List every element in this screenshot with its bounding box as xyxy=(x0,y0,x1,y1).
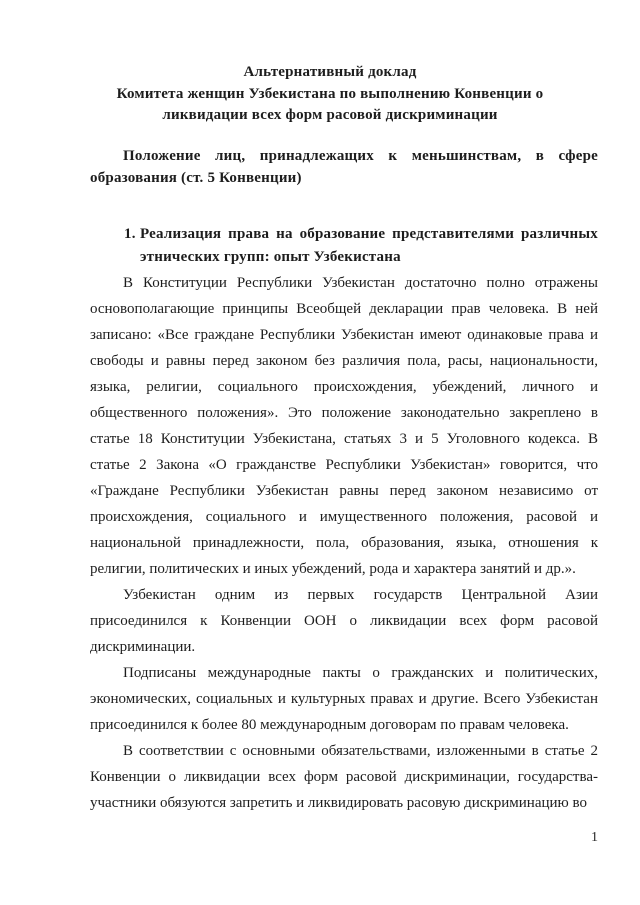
section-heading xyxy=(90,223,598,269)
section-heading-text: Реализация права на образование представителями различных этнических групп: опыт Узбекистана xyxy=(140,225,598,265)
section-number: 1. xyxy=(124,225,136,242)
page-number: 1 xyxy=(591,830,598,845)
doc-title xyxy=(90,0,570,127)
body-paragraph-3: Подписаны международные пакты о гражданских и политических, экономических, социальных и культурных правах и другие. Всего Узбекистан присоединился к более 80 международным договорам по правам человека. xyxy=(90,664,598,733)
doc-title-line-1: Альтернативный доклад xyxy=(243,64,417,80)
body-paragraph-1: В Конституции Республики Узбекистан достаточно полно отражены основополагающие принципы Всеобщей декларации прав человека. В ней записано: «Все граждане Республики Узбекистан имеют одинаковые права и свободы и равны перед законом без различия пола, расы, национальности, языка, религии, социального происхождения, убеждений, личного и общественного положения». Это положение законодательно закреплено в статье 18 Конституции Узбекистана, статьях 3 и 5 Уголовного кодекса. В статье 2 Закона «О гражданстве Республики Узбекистан» говорится, что «Граждане Республики Узбекистан равны перед законом независимо от происхождения, социального и имущественного положения, расовой и национальной принадлежности, пола, образования, языка, отношения к религии, политических и иных убеждений, рода и характера занятий и др.». xyxy=(90,274,598,577)
body-paragraph-4: В соответствии с основными обязательствами, изложенными в статье 2 Конвенции о ликвидации всех форм расовой дискриминации, государства-участники обязуются запретить и ликвидировать расовую дискриминацию во xyxy=(90,742,598,811)
doc-title-line-3: ликвидации всех форм расовой дискриминации xyxy=(162,107,498,123)
doc-title-line-2: Комитета женщин Узбекистана по выполнению Конвенции о xyxy=(116,85,544,102)
body-paragraph-2: Узбекистан одним из первых государств Центральной Азии присоединился к Конвенции ООН о ликвидации всех форм расовой дискриминации. xyxy=(90,586,598,655)
doc-subtitle: Положение лиц, принадлежащих к меньшинствам, в сфере образования (ст. 5 Конвенции) xyxy=(90,147,598,186)
